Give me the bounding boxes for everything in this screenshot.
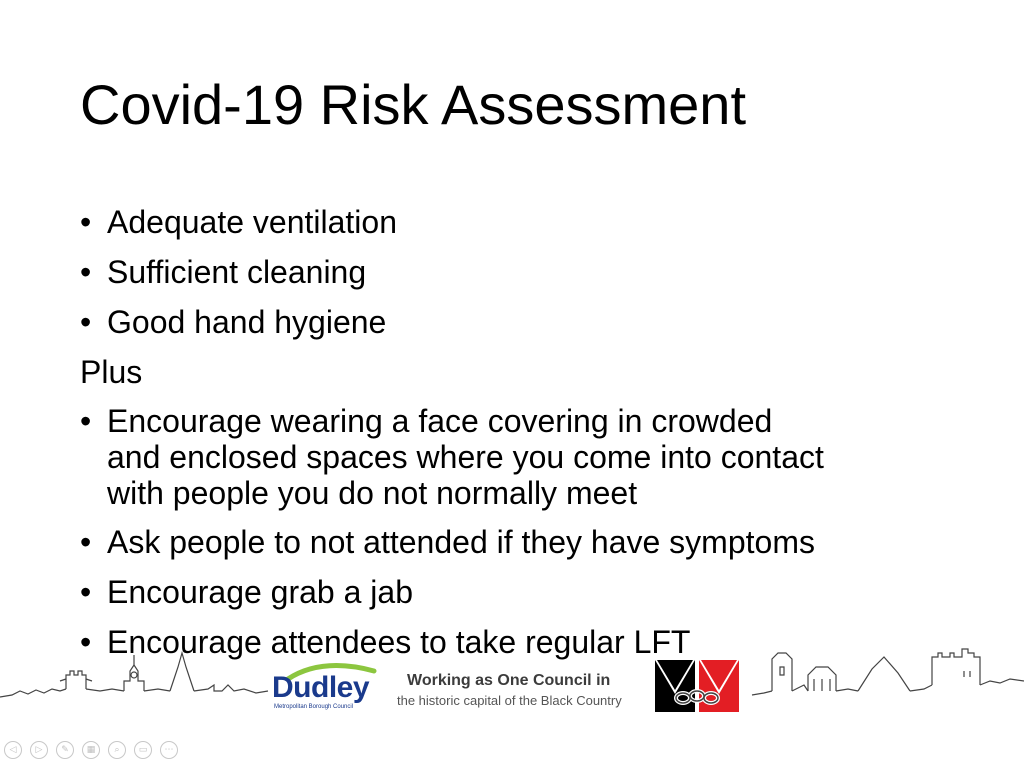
bullet-marker: • (80, 254, 92, 290)
bullet-text-line: and enclosed spaces where you come into contact (107, 439, 824, 475)
zoom-icon[interactable]: ⌕ (108, 741, 126, 759)
pen-icon[interactable]: ✎ (56, 741, 74, 759)
bullet-marker: • (80, 524, 92, 560)
footer-banner (0, 645, 1024, 725)
bullet-text: Encourage grab a jab (107, 574, 413, 610)
dudley-logo-subtitle: Metropolitan Borough Council (274, 704, 354, 710)
footer-tagline-line2: the historic capital of the Black Country (397, 693, 622, 708)
bullet-marker: • (80, 204, 92, 240)
plus-label: Plus (80, 354, 143, 390)
footer-tagline-line1: Working as One Council in (407, 672, 611, 689)
bullet-marker: • (80, 574, 92, 610)
bullet-text-line: with people you do not normally meet (107, 475, 638, 511)
bullet-text: Ask people to not attended if they have symptoms (107, 524, 815, 560)
bullet-text: Good hand hygiene (107, 304, 387, 340)
bullet-text: Adequate ventilation (107, 204, 397, 240)
dudley-logo-text: Dudley (272, 671, 370, 704)
bullet-text: Sufficient cleaning (107, 254, 367, 290)
bullet-text-line: Encourage wearing a face covering in crowded (107, 403, 773, 439)
bullet-marker: • (80, 304, 92, 340)
more-icon[interactable]: ⋯ (160, 741, 178, 759)
bullet-marker: • (80, 624, 92, 660)
bullet-marker: • (80, 403, 92, 439)
slides-icon[interactable]: ▦ (82, 741, 100, 759)
subtitles-icon[interactable]: ▭ (134, 741, 152, 759)
next-icon[interactable]: ▷ (30, 741, 48, 759)
prev-icon[interactable]: ◁ (4, 741, 22, 759)
black-country-flag-icon (655, 660, 739, 712)
slide-title: Covid-19 Risk Assessment (80, 73, 747, 136)
bullet-text: Encourage attendees to take regular LFT (107, 624, 691, 660)
